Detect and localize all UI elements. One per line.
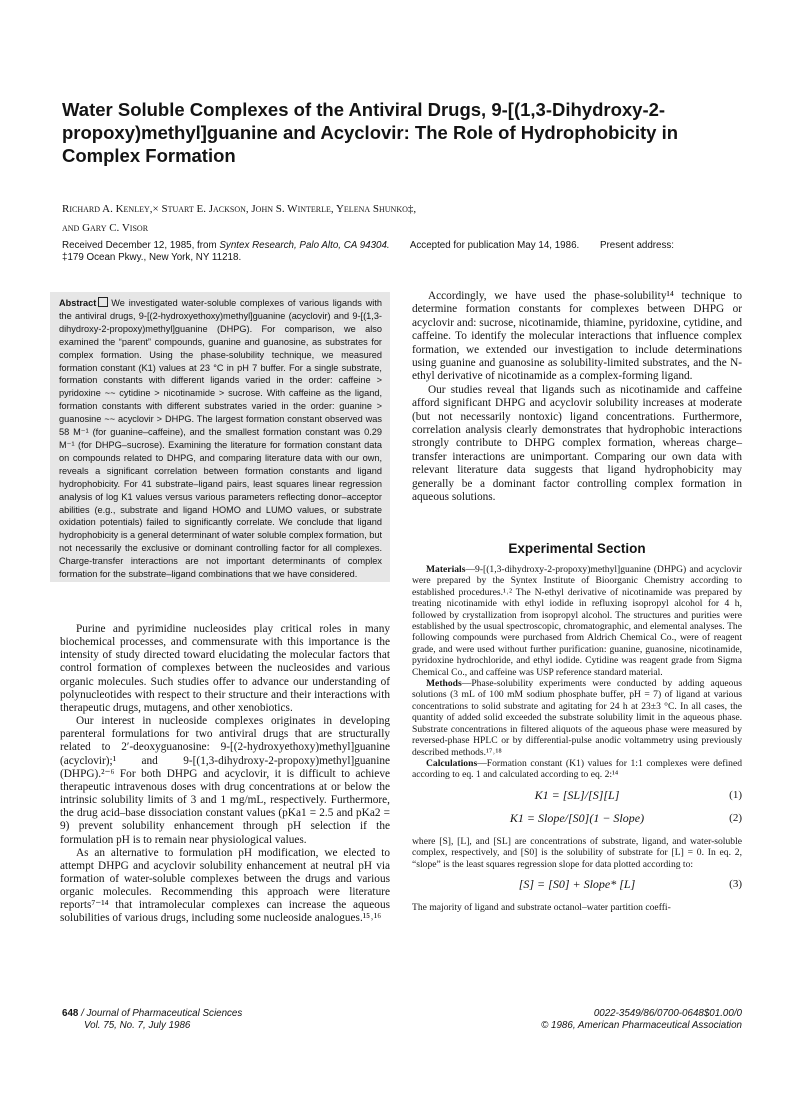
present-address-label: Present address:: [599, 240, 675, 251]
abstract-box: [50, 292, 390, 582]
received-date: Received December 12, 1985, from: [62, 240, 217, 251]
author-line-2: and Gary C. Visor: [62, 222, 149, 234]
intro-paragraph-3: As an alternative to formulation pH modification, we elected to attempt DHPG and acyclovir solubility enhancement at neutral pH via formation of water-soluble complexes between the drugs and various organic molecules. Recommending this approach were literature reports⁷⁻¹⁴ that intramolecular complexes can increase the aqueous solubilities of various drugs, including some nucleoside analogues.¹⁵˒¹⁶: [60, 846, 390, 925]
page-number: 648: [62, 1008, 79, 1019]
journal-volume: Vol. 75, No. 7, July 1986: [84, 1020, 191, 1031]
materials-head: Materials: [426, 564, 466, 575]
right-paragraph-2: Our studies reveal that ligands such as nicotinamide and caffeine afford significant DHPG and acyclovir solubility increases at moderate (but not necessarily nontoxic) ligand concentrations. Furthermore, correlation analysis clearly demonstrates that hydrophobic interactions strongly contribute to DHPG complex formation, whereas charge–transfer interactions are unimportant. Comparing our own data with relevant literature data suggests that ligand hydrophobicity may generally be a dominant factor controlling complex formation in aqueous solutions.: [412, 383, 742, 504]
continued-text: The majority of ligand and substrate octanol–water partition coeffi-: [412, 901, 671, 913]
equation-2: K1 = Slope/[S0](1 − Slope) (2): [509, 810, 742, 825]
methods-head: Methods: [426, 678, 462, 690]
present-address: ‡179 Ocean Pkwy., New York, NY 11218.: [62, 252, 242, 263]
calculations-head: Calculations: [426, 757, 478, 769]
materials-paragraph: Materials—9-[(1,3-dihydroxy-2-propoxy)methyl]guanine (DHPG) and acyclovir were prepared by the Syntex Institute of Bioorganic Chemistry according to established procedures.¹˒² The N-ethyl derivative of nicotinamide was prepared by treating nicotinamide with ethyl iodide in refluxing isopropyl alcohol for 4 h, followed by crystallization from isopropyl alcohol. The structures and purities were established by the usual spectroscopic, chromatographic, and elemental analyses. The following compounds were purchased from Aldrich Chemical Co., were of reagent grade, and were used without further purification: guanine, guanosine, nicotinamide, pyridoxine hydrochloride, and ethyl iodide. Cytidine was reagent grade from Sigma Chemical Co., and caffeine was USP reference standard material.: [412, 564, 742, 678]
author-line-1: Richard A. Kenley,× Stuart E. Jackson, John S. Winterle, Yelena Shunko‡,: [62, 203, 417, 215]
intro-paragraph-1: Purine and pyrimidine nucleosides play critical roles in many biochemical processes, and commensurate with this importance is the intensity of study directed toward elucidating the molecular factors that control formation of complexes between the nucleosides and various organic molecules. Such studies offer to advance our understanding of polynucleotides with respect to their structure and their interactions with therapeutic drugs, mutagens, and other xenobiotics.: [60, 623, 390, 714]
equation-1: K1 = [SL]/[S][L] (1): [534, 787, 742, 802]
article-code: 0022-3549/86/0700-0648$01.00/0: [593, 1008, 742, 1019]
methods-paragraph: Methods—Phase-solubility experiments were conducted by adding aqueous solutions (3 mL of 100 mM sodium phosphate buffer, pH = 7) of ligand at various concentrations to solid substrate and agitating for 24 h at 23±3 °C. In all cases, the quantity of added solid exceeded the substrate solubility limit in the aqueous phase. Substrate concentrations in filtered aliquots of the aqueous phase were measured by reversed-phase HPLC or by differential-pulse anodic voltammetry using previously described methods.¹⁷˒¹⁸: [412, 678, 742, 758]
right-paragraph-1: Accordingly, we have used the phase-solubility¹⁴ technique to determine formation constants for complexes between DHPG or acyclovir and: sucrose, nicotinamide, thiamine, pyridoxine, cytidine, and caffeine. To identify the molecular interactions that influence complex formation, we extended our investigation to include determinations using guanine and guanosine as solubility-limited substrates, and the N-ethyl derivative of nicotinamide as a complex-forming ligand.: [412, 290, 742, 383]
square-icon: [98, 297, 108, 307]
equation-3: [S] = [S0] + Slope* [L] (3): [518, 876, 742, 891]
abstract-label: Abstract: [59, 298, 97, 308]
calculations-paragraph: Calculations—Formation constant (K1) values for 1:1 complexes were defined according to eq. 1 and calculated according to eq. 2:¹⁴: [412, 757, 742, 781]
equation-explanation: where [S], [L], and [SL] are concentrations of substrate, ligand, and water-soluble complex, respectively, and [S0] is the solubility of substrate for [L] = 0. In eq. 2, “slope” is the least squares regression slope for data plotted according to:: [412, 835, 742, 870]
equation-number: (1): [729, 788, 742, 801]
equation-number: (3): [729, 877, 742, 890]
received-info: [62, 240, 762, 264]
accepted-date: Accepted for publication May 14, 1986.: [409, 240, 580, 251]
intro-paragraph-2: Our interest in nucleoside complexes originates in developing parenteral formulations for two antiviral drugs that are structurally related to 2′-deoxyguanosine: 9-[(2-hydroxyethoxy)methyl]guanine (acyclovir);¹ and 9-[(1,3-dihydroxy-2-propoxy)methyl]guanine (DHPG).²⁻⁶ For both DHPG and acyclovir, it is difficult to achieve therapeutic intravenous doses with drug concentrations at or below the intrinsic solubility limits of 3 and 1 mg/mL, respectively. Furthermore, the drug acid–base dissociation constant values (pKa1 = 2.5 and pKa2 = 9) prevent solubility enhancement through pH selection if the formulation pH is to remain near physiological values.: [60, 715, 390, 846]
footer-journal: [62, 1008, 382, 1032]
section-heading: Experimental Section: [508, 541, 646, 556]
article-title: Water Soluble Complexes of the Antiviral Drugs, 9-[(1,3-Dihydroxy-2-propoxy)methyl]guanine and Acyclovir: The Role of Hydrophobicity in Complex Formation: [62, 99, 679, 166]
journal-name: / Journal of Pharmaceutical Sciences: [78, 1008, 243, 1019]
right-column-intro: [412, 290, 742, 505]
footer-copyright: [430, 1008, 742, 1032]
copyright-line: © 1986, American Pharmaceutical Association: [541, 1020, 742, 1031]
experimental-section: [412, 564, 742, 913]
affiliation: Syntex Research, Palo Alto, CA 94304.: [219, 240, 390, 251]
introduction: [60, 623, 390, 926]
author-list: [62, 200, 702, 238]
equation-number: (2): [729, 811, 742, 824]
abstract-text: We investigated water-soluble complexes of various ligands with the antiviral drugs, 9-[(2-hydroxyethoxy)methyl]guanine (acyclovir) and 9-[(1,3-dihydroxy-2-propoxy)methyl]guanine (DHPG). For comparison, we also examined the “parent” compounds, guanine and guanosine, as substrates for complex formation. Using the phase-solubility technique, we measured formation constant (K1) values at 23 °C in pH 7 buffer. For a single substrate, formation constants with different ligands varied in the order: caffeine > pyridoxine ~~ cytidine > nicotinamide > sucrose. With caffeine as the ligand, formation constants with different substrates varied in the order: guanine > guanosine ~~ acyclovir > DHPG. The largest formation constant observed was 58 M⁻¹ (for guanine–caffeine), and the smallest formation constant was 0.29 M⁻¹ (for DHPG–sucrose). Examining the literature for formation constant data on compounds related to DHPG, and comparing literature data with our own, reveals a significant correlation between formation constants and ligand hydrophobicity. For 41 substrate–ligand pairs, least squares linear regression analysis of log K1 values versus various parameters reflecting donor–acceptor abilities (e.g., substrate and ligand HOMO and LUMO values, or substrate oxidation potentials) failed to significantly correlate. We conclude that ligand hydrophobicity is a general determinant of water soluble complex formation, but not necessarily the exclusive or dominant controlling factor for all complexes. Charge-transfer interactions are not important determinants of complex formation for the substrate–ligand combinations that we have considered.: [59, 298, 382, 580]
